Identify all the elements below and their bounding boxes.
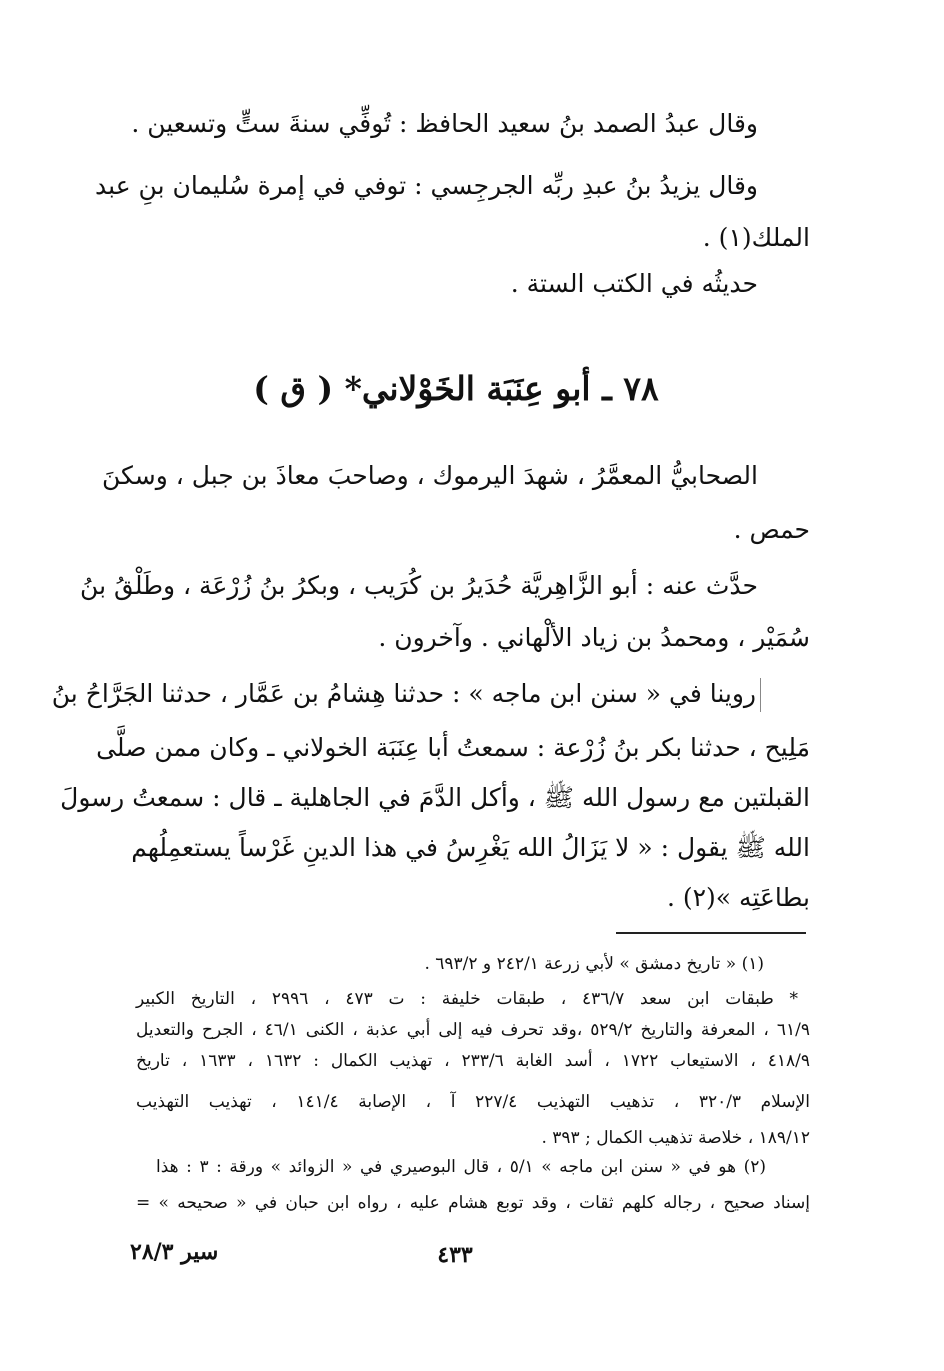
page-number: ٤٣٣	[437, 1242, 473, 1268]
paragraph-line: القبلتين مع رسول الله ﷺ ، وأكل الدَّمَ في الجاهلية ـ قال : سمعتُ رسولَ	[60, 783, 810, 812]
footnote-line: (٢) هو في « سنن ابن ماجه » ٥/١ ، قال البوصيري في « الزوائد » ورقة : ٣ : هذا	[156, 1157, 767, 1177]
footnote-line: ١٨٩/١٢ ، خلاصة تذهيب الكمال ; ٣٩٣ .	[541, 1128, 810, 1148]
footnote-line: * طبقات ابن سعد ٤٣٦/٧ ، طبقات خليفة : ت ٤٧٣ ، ٢٩٩٦ ، التاريخ الكبير	[136, 989, 798, 1009]
paragraph-line: الله ﷺ يقول : « لا يَزَالُ الله يَغْرِسُ في هذا الدينِ غَرْساً يستعمِلُهم	[131, 833, 810, 862]
footnote-line: ٤١٨/٩ ، الاستيعاب ١٧٢٢ ، أسد الغابة ٢٣٣/٦ ، تهذيب الكمال : ١٦٣٢ ، ١٦٣٣ ، تاريخ	[136, 1051, 810, 1071]
paragraph-line: حديثُه في الكتب الستة .	[510, 269, 758, 298]
paragraph-line: مَلِيح ، حدثنا بكر بنُ زُرْعة : سمعتُ أبا عِنَبَة الخولاني ـ وكان ممن صلَّى	[96, 733, 810, 762]
paragraph-line: الملك(١) .	[702, 223, 810, 252]
footnote-line: ٦١/٩ ، المعرفة والتاريخ ٥٢٩/٢ ،وقد تحرف فيه إلى أبي عذبة ، الكنى ٤٦/١ ، الجرح والتعديل	[136, 1020, 810, 1040]
footnote-separator	[616, 932, 806, 934]
paragraph-line: بطاعَتِه »(٢) .	[666, 883, 810, 912]
footnote-line: (١) « تاريخ دمشق » لأبي زرعة ٢٤٢/١ و ٦٩٣/٢ .	[424, 954, 764, 974]
paragraph-line: حمص .	[733, 515, 810, 544]
paragraph-line: الصحابيُّ المعمَّرُ ، شهدَ اليرموك ، وصاحبَ معاذَ بن جبل ، وسكنَ	[101, 461, 758, 490]
paragraph-line: وقال يزيدُ بنُ عبدِ ربِّه الجرجِسي : توفي في إمرة سُليمان بنِ عبد	[95, 171, 758, 200]
paragraph-line: وقال عبدُ الصمد بنُ سعيد الحافظ : تُوفِّي سنةَ ستٍّ وتسعين .	[131, 109, 758, 138]
paragraph-line: روينا في « سنن ابن ماجه » : حدثنا هِشامُ بن عَمَّار ، حدثنا الجَرَّاحُ بنُ	[51, 679, 756, 708]
signature-mark: سير ٢٨/٣	[130, 1239, 219, 1265]
paragraph-line: سُمَيْر ، ومحمدُ بن زياد الألْهاني . وآخرون .	[378, 623, 810, 652]
margin-mark	[760, 678, 761, 712]
footnote-line: إسناد صحيح ، رجاله كلهم ثقات ، وقد توبع هشام عليه ، رواه ابن حبان في « صحيحه » =	[136, 1193, 810, 1213]
entry-heading: ٧٨ ـ أبو عِنَبَة الخَوْلاني* ( ق )	[253, 369, 659, 408]
footnote-line: الإسلام ٣٢٠/٣ ، تذهيب التهذيب ٢٢٧/٤ آ ، الإصابة ١٤١/٤ ، تهذيب التهذيب	[136, 1092, 810, 1112]
paragraph-line: حدَّث عنه : أبو الزَّاهِريَّة حُدَيرُ بن كُرَيب ، وبكرُ بنُ زُرْعَة ، وطَلْقُ بنُ	[80, 571, 758, 600]
